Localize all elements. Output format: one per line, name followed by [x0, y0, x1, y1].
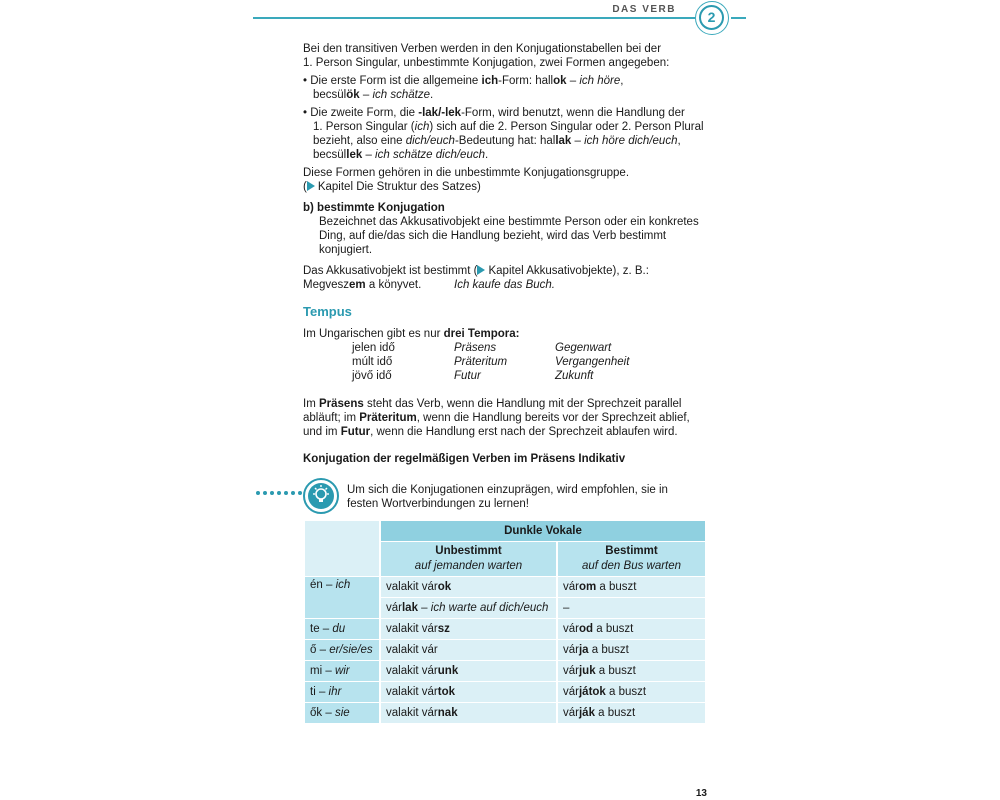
bullet-1-line-1: • Die erste Form ist die allgemeine ich-Form: hallok – ich höre, [303, 75, 624, 87]
bullet-2-line-1: • Die zweite Form, die -lak/-lek-Form, wird benutzt, wenn die Handlung der [303, 107, 685, 119]
unbestimmt-cell: valakit vártok [381, 682, 556, 702]
bestimmt-cell: várjuk a buszt [558, 661, 705, 681]
tip-line-1: Um sich die Konjugationen einzuprägen, wird empfohlen, sie in [347, 484, 668, 496]
group-note-line-1: Diese Formen gehören in die unbestimmte Konjugationsgruppe. [303, 167, 630, 179]
tempus-lat-3: Futur [454, 370, 481, 382]
section-b-line-1: Bezeichnet das Akkusativobjekt eine bestimmte Person oder ein konkretes [319, 216, 699, 228]
table-row [305, 661, 705, 681]
header-rule-left [253, 17, 695, 19]
tempus-hu-3: jövő idő [352, 370, 392, 382]
section-b-line-2: Ding, auf die/das sich die Handlung bezieht, wird das Verb bestimmt [319, 230, 667, 242]
conjugation-table [303, 520, 707, 724]
arrow-right-icon [477, 265, 485, 275]
header-rule-right [731, 17, 746, 19]
akk-example-de: Ich kaufe das Buch. [454, 279, 556, 291]
tempus-heading: Tempus [303, 304, 352, 319]
lightbulb-icon [303, 478, 339, 514]
person-cell: ti – ihr [305, 682, 379, 702]
person-cell: ők – sie [305, 703, 379, 723]
bestimmt-cell: várod a buszt [558, 619, 705, 639]
unbestimmt-cell: várlak – ich warte auf dich/euch [381, 598, 556, 618]
bestimmt-cell: – [558, 598, 705, 618]
bullet-2-line-2: 1. Person Singular (ich) sich auf die 2. Person Singular oder 2. Person Plural [313, 121, 704, 133]
unbestimmt-cell: valakit vársz [381, 619, 556, 639]
chapter-link-akkusativ[interactable]: Kapitel Akkusativobjekte [488, 265, 613, 277]
person-cell: ő – er/sie/es [305, 640, 379, 660]
bullet-2-line-4: becsüllek – ich schätze dich/euch. [313, 149, 489, 161]
unbestimmt-cell: valakit vár [381, 640, 556, 660]
conjugation-heading: Konjugation der regelmäßigen Verben im Präsens Indikativ [303, 453, 626, 465]
table-row [305, 682, 705, 702]
arrow-right-icon [307, 181, 315, 191]
chapter-title: DAS VERB [612, 4, 676, 15]
bullet-2-line-3: bezieht, also eine dich/euch-Bedeutung hat: hallak – ich höre dich/euch, [313, 135, 681, 147]
unbestimmt-cell: valakit várok [381, 577, 556, 597]
intro-line-1: Bei den transitiven Verben werden in den Konjugationstabellen bei der [303, 43, 662, 55]
table-row [305, 640, 705, 660]
table-row [305, 577, 705, 597]
chapter-number: 2 [699, 5, 724, 30]
chapter-link-structure[interactable]: Kapitel Die Struktur des Satzes [317, 181, 478, 193]
person-cell: mi – wir [305, 661, 379, 681]
table-corner [305, 521, 379, 576]
column-header-unbestimmt: Unbestimmt auf jemanden warten [381, 542, 556, 576]
bestimmt-cell: várjátok a buszt [558, 682, 705, 702]
bestimmt-cell: várom a buszt [558, 577, 705, 597]
bullet-1-line-2: becsülök – ich schätze. [313, 89, 434, 101]
tempus-de-1: Gegenwart [555, 342, 612, 354]
tempus-de-3: Zukunft [555, 370, 594, 382]
group-note-link-line: ( Kapitel Die Struktur des Satzes) [303, 181, 481, 193]
table-row [305, 619, 705, 639]
column-header-bestimmt: Bestimmt auf den Bus warten [558, 542, 705, 576]
table-row [305, 703, 705, 723]
bestimmt-cell: várják a buszt [558, 703, 705, 723]
tempus-para-line-1: Im Präsens steht das Verb, wenn die Handlung mit der Sprechzeit parallel [303, 398, 682, 410]
tempus-intro: Im Ungarischen gibt es nur drei Tempora: [303, 328, 520, 340]
bestimmt-cell: várja a buszt [558, 640, 705, 660]
person-cell: te – du [305, 619, 379, 639]
tempus-de-2: Vergangenheit [555, 356, 630, 368]
tempus-hu-1: jelen idő [352, 342, 395, 354]
tempus-lat-2: Präteritum [454, 356, 508, 368]
bullet-dot: • [303, 75, 308, 87]
section-b-title: b) bestimmte Konjugation [303, 202, 445, 214]
tempus-para-line-2: abläuft; im Präteritum, wenn die Handlung bereits vor der Sprechzeit ablief, [303, 412, 690, 424]
tempus-lat-1: Präsens [454, 342, 497, 354]
bullet-dot: • [303, 107, 308, 119]
section-b-line-3: konjugiert. [319, 244, 373, 256]
tip-line-2: festen Wortverbindungen zu lernen! [347, 498, 529, 510]
chapter-badge [695, 1, 729, 35]
tempus-hu-2: múlt idő [352, 356, 393, 368]
tip-dots [256, 491, 302, 495]
table-top-header: Dunkle Vokale [381, 521, 705, 541]
akk-example-hu: Megveszem a könyvet. [303, 279, 422, 291]
person-cell: én – ich [305, 577, 379, 618]
tempus-para-line-3: und im Futur, wenn die Handlung erst nach der Sprechzeit ablaufen wird. [303, 426, 678, 438]
intro-line-2: 1. Person Singular, unbestimmte Konjugation, zwei Formen angegeben: [303, 57, 670, 69]
akk-note-line: Das Akkusativobjekt ist bestimmt ( Kapitel Akkusativobjekte), z. B.: [303, 265, 649, 277]
unbestimmt-cell: valakit várnak [381, 703, 556, 723]
unbestimmt-cell: valakit várunk [381, 661, 556, 681]
page-number: 13 [695, 788, 707, 799]
